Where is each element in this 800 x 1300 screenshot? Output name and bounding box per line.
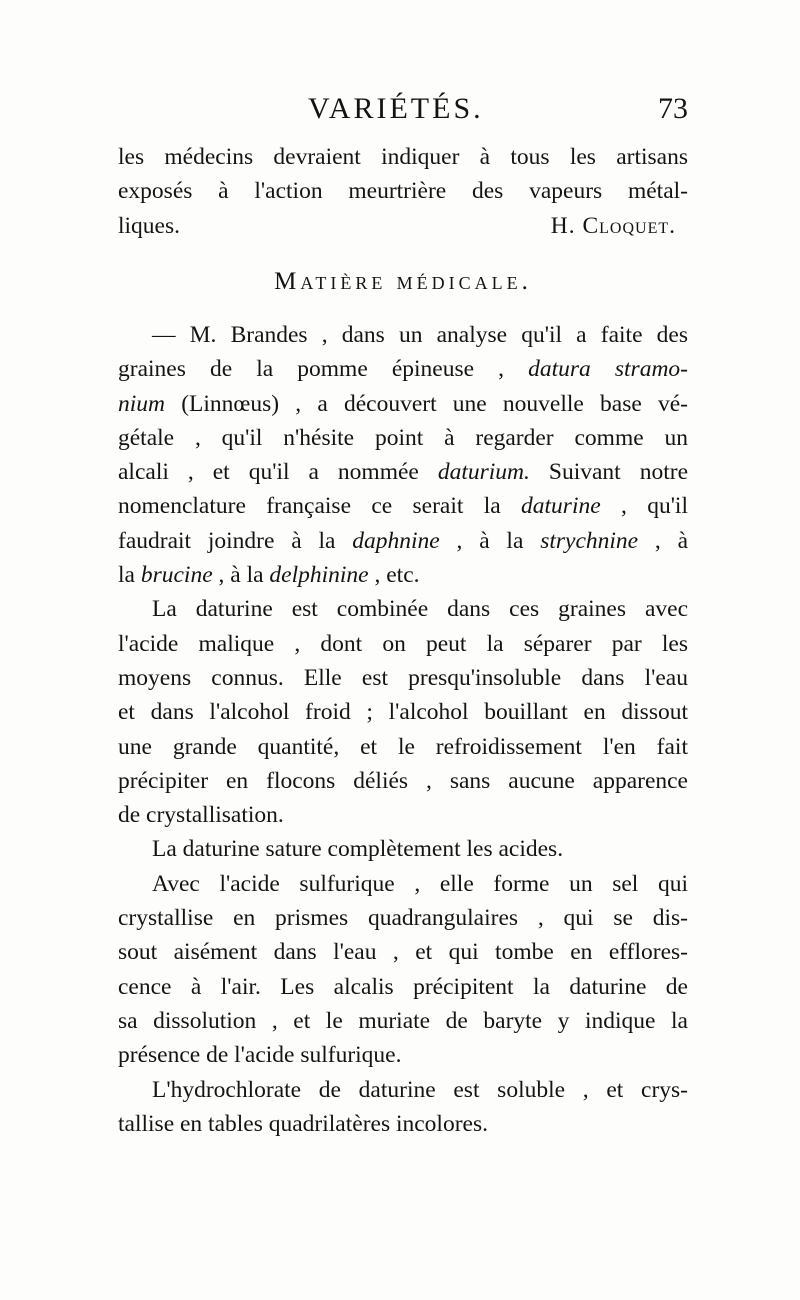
page-number: 73 — [658, 92, 688, 125]
text-line: moyens connus. Elle est presqu'insoluble dans l'eau — [118, 664, 688, 691]
text-line: cence à l'air. Les alcalis précipitent la daturine de — [118, 973, 688, 1000]
text-line: crystallise en prismes quadrangulaires , qui se dis- — [118, 905, 688, 932]
text-line: — M. Brandes , dans un analyse qu'il a faite des — [152, 322, 688, 348]
text-line: et dans l'alcohol froid ; l'alcohol bouillant en dissout — [118, 699, 688, 726]
text-line: graines de la pomme épineuse , datura stramo- — [118, 356, 688, 383]
intro-paragraph — [118, 140, 688, 243]
author-signature: H. Cloquet. — [550, 212, 676, 239]
text-line: les médecins devraient indiquer à tous les artisans — [118, 144, 688, 170]
text-line: sa dissolution , et le muriate de baryte y indique la — [118, 1007, 688, 1034]
text-line: La daturine sature complètement les acides. — [152, 836, 564, 863]
text-line-start: liques. — [118, 212, 181, 239]
text-line: sout aisément dans l'eau , et qui tombe en efflores- — [118, 939, 688, 966]
text-line: nium (Linnœus) , a découvert une nouvelle base vé- — [118, 390, 688, 417]
text-line: précipiter en flocons déliés , sans aucune apparence — [118, 767, 688, 794]
text-line: faudrait joindre à la daphnine , à la strychnine , à — [118, 527, 689, 554]
text-line: alcali , et qu'il a nommée daturium. Suivant notre — [118, 459, 688, 486]
text-line — [118, 209, 688, 243]
running-head: VARIÉTÉS. — [308, 92, 484, 125]
text-line: La daturine est combinée dans ces graines avec — [152, 596, 688, 623]
text-line: exposés à l'action meurtrière des vapeurs métal- — [118, 178, 688, 205]
text-line: gétale , qu'il n'hésite point à regarder comme un — [118, 424, 688, 451]
text-line: tallise en tables quadrilatères incolores. — [118, 1110, 488, 1137]
text-line: de crystallisation. — [118, 802, 284, 829]
text-line: une grande quantité, et le refroidissement l'en fait — [118, 733, 688, 760]
text-line: l'acide malique , dont on peut la séparer par les — [118, 630, 688, 657]
text-line: présence de l'acide sulfurique. — [118, 1042, 402, 1069]
section-title: Matière médicale. — [274, 268, 532, 295]
text-line: la brucine , à la delphinine , etc. — [118, 562, 420, 589]
text-line: Avec l'acide sulfurique , elle forme un sel qui — [152, 870, 688, 897]
paragraph-brandes — [118, 318, 688, 1141]
text-line: L'hydrochlorate de daturine est soluble , et crys- — [152, 1076, 688, 1103]
page-header — [118, 92, 688, 132]
text-line: nomenclature française ce serait la daturine , qu'il — [118, 493, 688, 520]
